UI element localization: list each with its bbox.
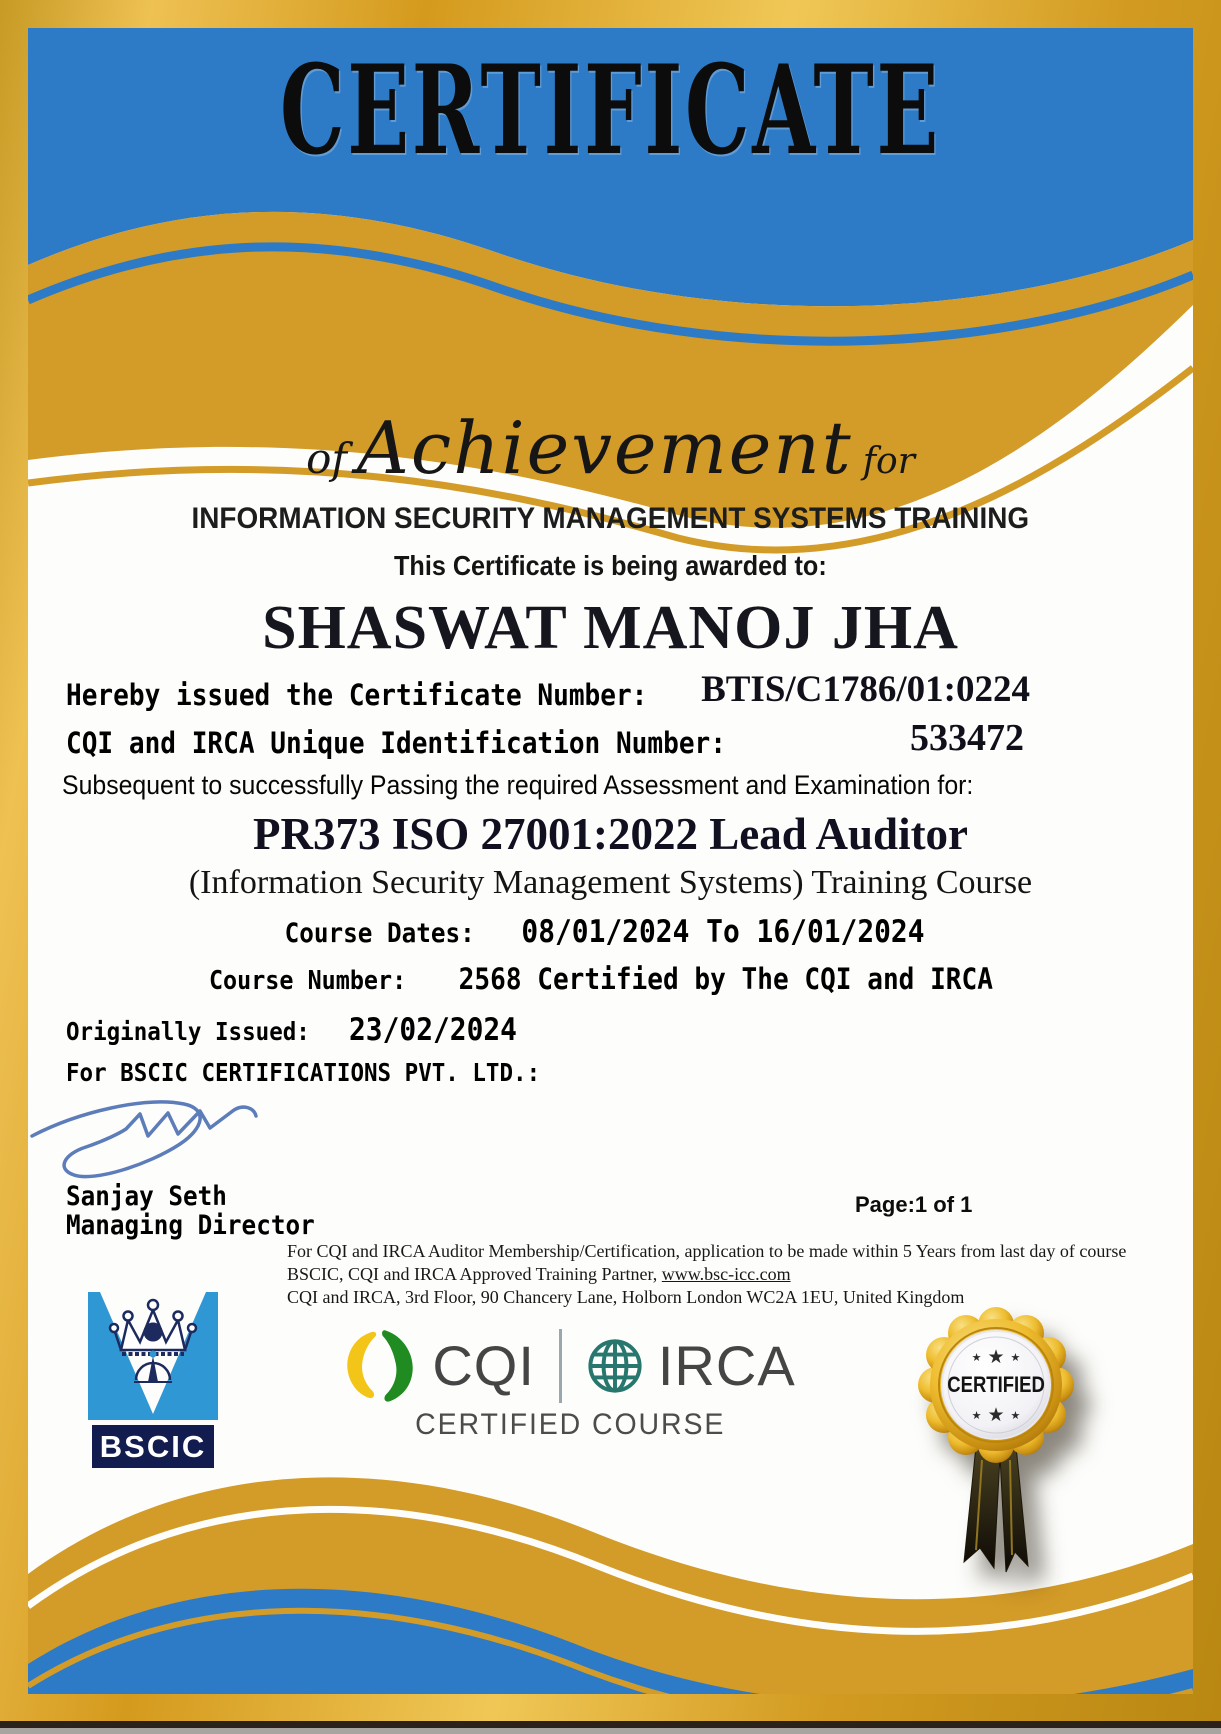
certificate-number-value: BTIS/C1786/01:0224: [701, 669, 1030, 710]
badge-stars-bottom: ★ ★ ★: [971, 1405, 1021, 1426]
irca-globe-icon: [586, 1337, 644, 1395]
bsc-icc-url: www.bsc-icc.com: [661, 1264, 791, 1284]
cqi-irca-logo-row: [310, 1328, 830, 1404]
irca-wordmark: IRCA: [657, 1334, 796, 1397]
footnote-line-3: CQI and IRCA, 3rd Floor, 90 Chancery Lane, Holborn London WC2A 1EU, United Kingdom: [287, 1287, 965, 1307]
awarded-to-line: This Certificate is being awarded to:: [394, 550, 827, 581]
course-number-value: 2568 Certified by The CQI and IRCA: [458, 962, 994, 996]
course-subtitle: (Information Security Management Systems) Training Course: [188, 864, 1033, 901]
cqi-mark-icon: [344, 1326, 418, 1406]
unique-id-label: CQI and IRCA Unique Identification Number:: [66, 726, 726, 760]
originally-issued-row: [66, 1012, 536, 1048]
scan-edge-gray: [0, 1728, 1221, 1734]
certificate-title: CERTIFICATE: [279, 39, 941, 183]
course-dates-row: [28, 914, 1193, 950]
issuer-line: For BSCIC CERTIFICATIONS PVT. LTD.:: [66, 1058, 541, 1087]
bscic-wordmark: BSCIC: [99, 1428, 207, 1464]
recipient-name: SHASWAT MANOJ JHA: [262, 594, 959, 662]
subtitle-of: of: [306, 434, 347, 483]
bscic-wordmark-box: [92, 1425, 214, 1468]
course-dates-value: 08/01/2024 To 16/01/2024: [521, 914, 925, 950]
subtitle-achievement: Achievement: [356, 406, 853, 490]
badge-stars-top: ★ ★ ★: [971, 1347, 1021, 1368]
footnotes: [287, 1240, 1147, 1309]
bscic-logo: [88, 1292, 218, 1468]
signatory-title: Managing Director: [66, 1210, 315, 1241]
course-number-row: [28, 962, 1193, 996]
subsequent-line: Subsequent to successfully Passing the required Assessment and Examination for:: [62, 770, 974, 800]
course-dates-label: Course Dates:: [284, 918, 475, 949]
signature: [28, 1086, 328, 1186]
subtitle-of-achievement-for: [28, 406, 1193, 490]
certified-course-caption: CERTIFIED COURSE: [414, 1408, 726, 1441]
course-number-label: Course Number:: [209, 966, 407, 996]
logo-divider: [559, 1329, 562, 1403]
certified-badge: [916, 1300, 1086, 1585]
unique-id-value: 533472: [910, 717, 1024, 759]
certificate-number-label: Hereby issued the Certificate Number:: [66, 678, 648, 712]
footnote-line-1: For CQI and IRCA Auditor Membership/Certification, application to be made within 5 Years from last day of course: [287, 1241, 1127, 1261]
originally-issued-label: Originally Issued:: [66, 1017, 310, 1046]
program-title: INFORMATION SECURITY MANAGEMENT SYSTEMS TRAINING: [191, 502, 1030, 535]
rosette-icon: [916, 1300, 1086, 1585]
cqi-wordmark: CQI: [432, 1334, 535, 1397]
bscic-crown-icon: [88, 1292, 218, 1420]
badge-certified-text: CERTIFIED: [947, 1372, 1045, 1397]
signatory-block: [66, 1182, 342, 1240]
originally-issued-value: 23/02/2024: [348, 1012, 517, 1048]
signatory-name: Sanjay Seth: [66, 1181, 227, 1212]
page-indicator: Page:1 of 1: [855, 1192, 973, 1217]
scan-edge-shadow: [0, 1721, 1221, 1728]
subtitle-for: for: [862, 441, 915, 482]
course-title: PR373 ISO 27001:2022 Lead Auditor: [252, 809, 969, 859]
footnote-line-2: BSCIC, CQI and IRCA Approved Training Partner, www.bsc-icc.com: [287, 1264, 791, 1284]
